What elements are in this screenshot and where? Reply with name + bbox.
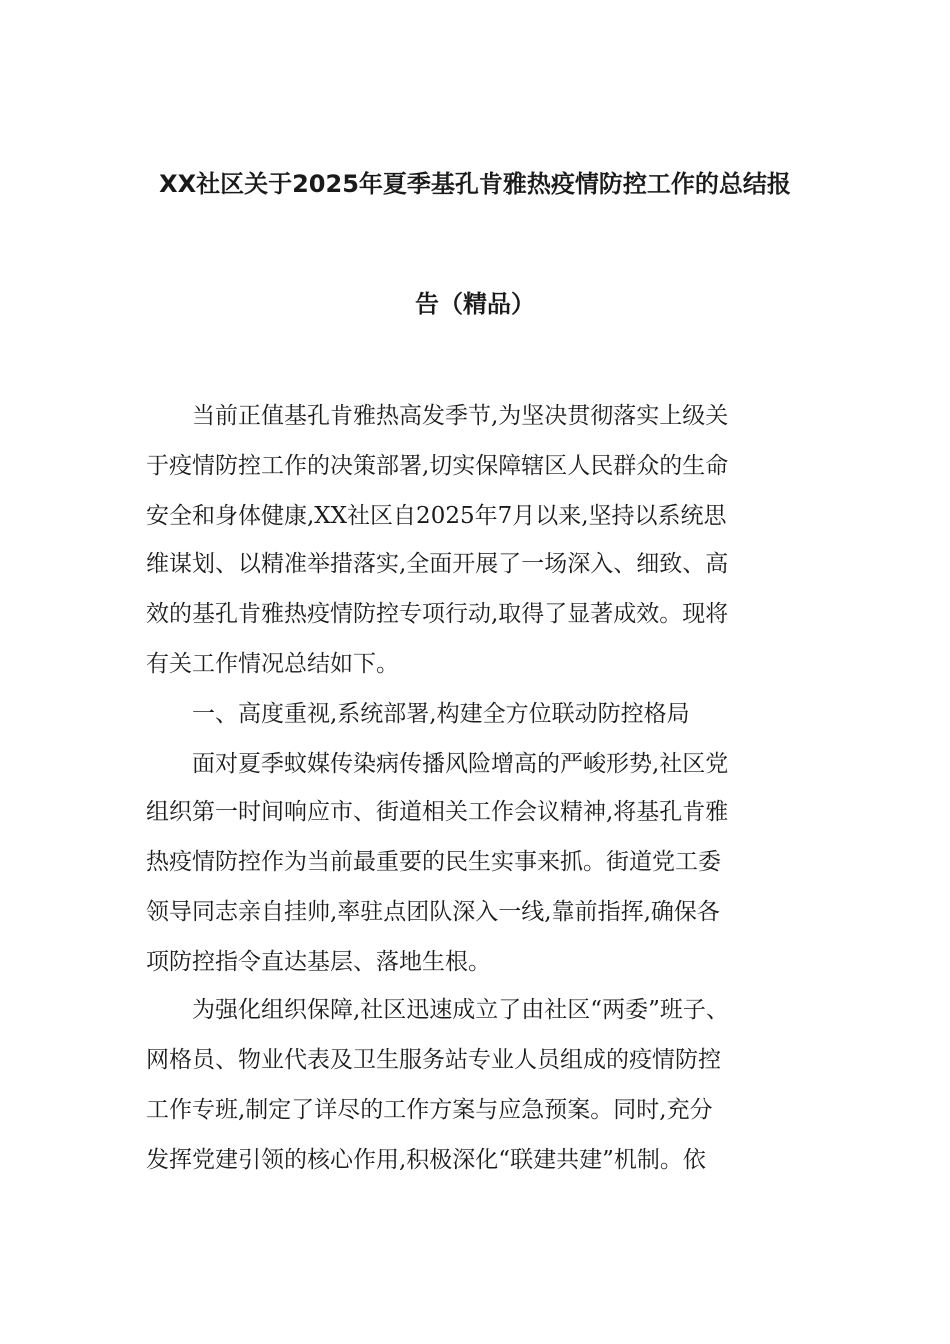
body-line: 于疫情防控工作的决策部署,切实保障辖区人民群众的生命: [146, 453, 729, 479]
body-line: 有关工作情况总结如下。: [146, 651, 399, 677]
body-line: 项防控指令直达基层、落地生根。: [146, 949, 491, 975]
document-title-line-1: XX社区关于2025年夏季基孔肯雅热疫情防控工作的总结报: [159, 170, 791, 198]
body-line: 当前正值基孔肯雅热高发季节,为坚决贯彻落实上级关: [146, 403, 729, 429]
body-line: 维谋划、以精准举措落实,全面开展了一场深入、细致、高: [146, 551, 729, 577]
body-line: 网格员、物业代表及卫生服务站专业人员组成的疫情防控: [146, 1047, 721, 1073]
body-line: 工作专班,制定了详尽的工作方案与应急预案。同时,充分: [146, 1097, 713, 1123]
body-line: 领导同志亲自挂帅,率驻点团队深入一线,靠前指挥,确保各: [146, 899, 720, 925]
body-line: 组织第一时间响应市、街道相关工作会议精神,将基孔肯雅: [146, 799, 729, 825]
body-line: 效的基孔肯雅热疫情防控专项行动,取得了显著成效。现将: [146, 601, 729, 627]
body-line: 安全和身体健康,XX社区自2025年7月以来,坚持以系统思: [146, 503, 727, 529]
body-line: 发挥党建引领的核心作用,积极深化“联建共建”机制。依: [146, 1147, 706, 1173]
document-title-line-2: 告（精品）: [415, 290, 535, 318]
body-line: 为强化组织保障,社区迅速成立了由社区“两委”班子、: [146, 997, 729, 1023]
body-line: 面对夏季蚊媒传染病传播风险增高的严峻形势,社区党: [146, 751, 729, 777]
section-heading: 一、高度重视,系统部署,构建全方位联动防控格局: [146, 701, 690, 727]
body-line: 热疫情防控作为当前最重要的民生实事来抓。街道党工委: [146, 849, 721, 875]
